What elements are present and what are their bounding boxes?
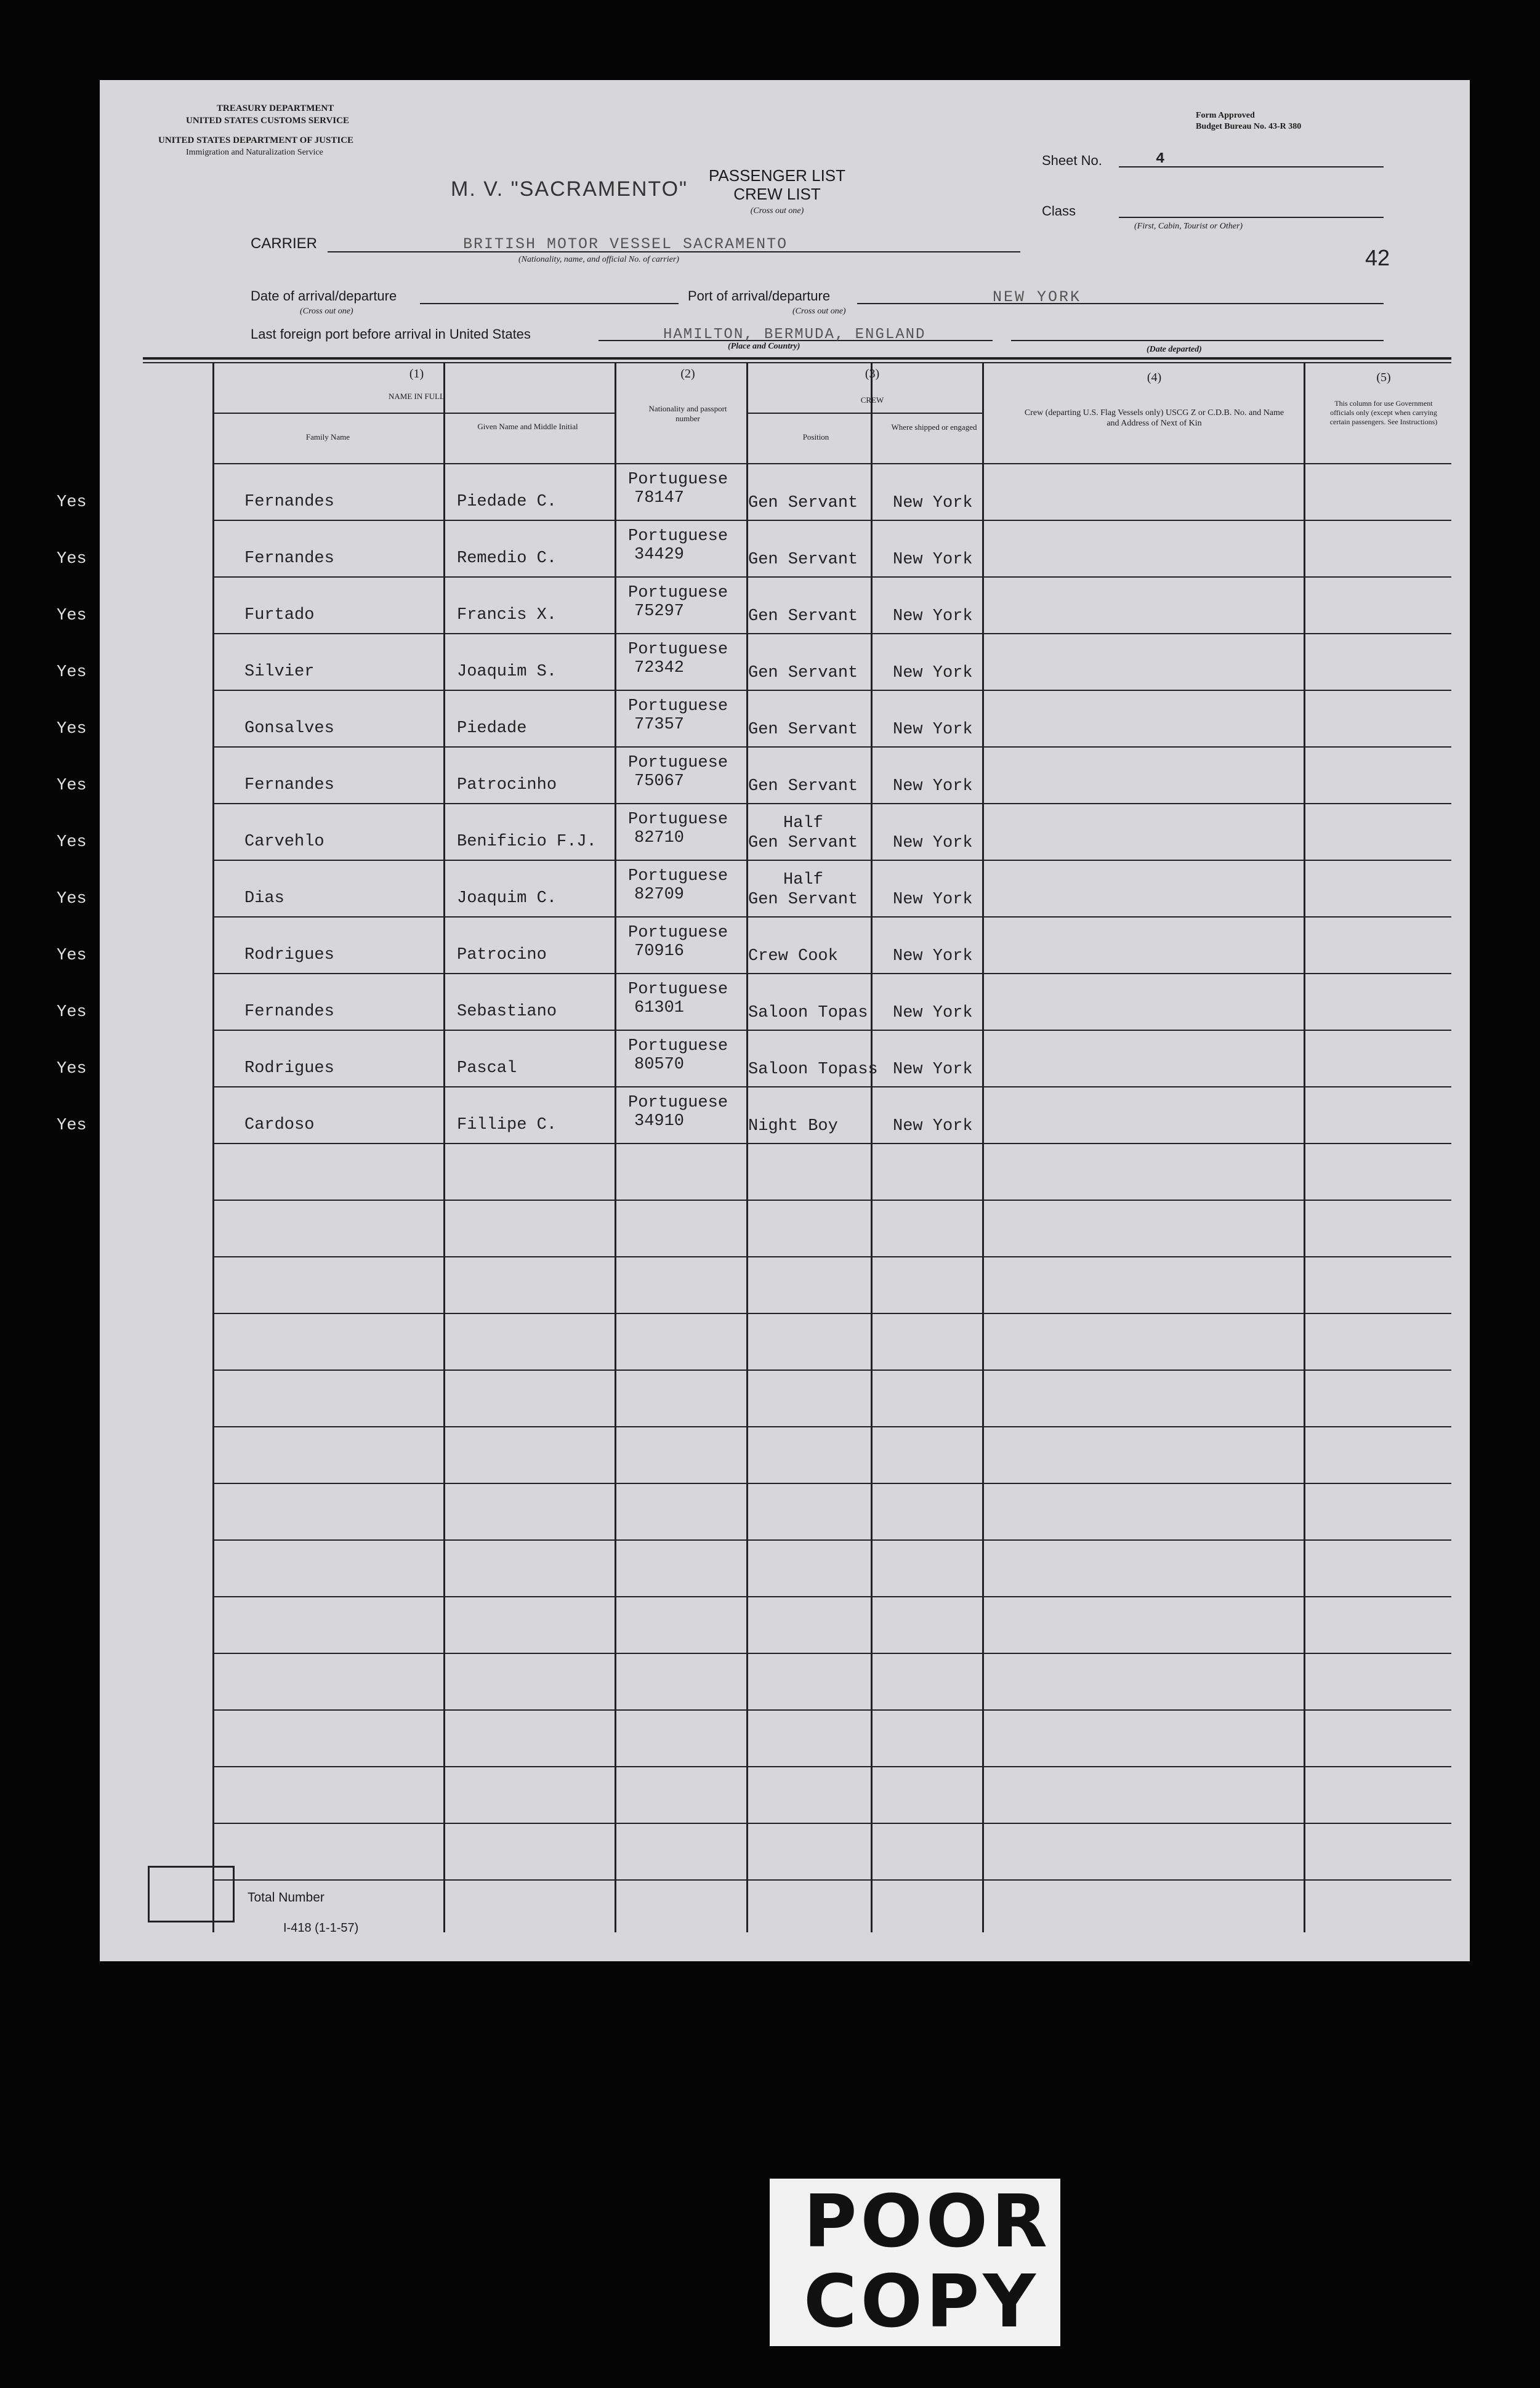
form-number: I-418 (1-1-57)	[283, 1921, 359, 1935]
position-cell: Gen Servant	[748, 664, 858, 682]
family-name-cell: Fernandes	[244, 776, 334, 794]
vessel-stamp: M. V. "SACRAMENTO"	[451, 177, 688, 201]
col1-number: (1)	[409, 367, 424, 381]
row-rule-23	[212, 1766, 1451, 1767]
col3-number: (3)	[865, 367, 880, 381]
row-rule-21	[212, 1653, 1451, 1654]
position-header: Position	[802, 432, 829, 442]
where-shipped-cell: New York	[893, 890, 973, 909]
position-prefix-cell: Half	[783, 871, 823, 889]
nationality-cell: Portuguese	[628, 697, 728, 716]
row-rule-17	[212, 1426, 1451, 1427]
column-rule-3	[746, 363, 748, 1932]
where-shipped-cell: New York	[893, 1004, 973, 1022]
position-cell: Crew Cook	[748, 947, 838, 966]
position-cell: Gen Servant	[748, 890, 858, 909]
nationality-cell: Portuguese	[628, 754, 728, 772]
date-line	[420, 303, 679, 304]
passport-cell: 75067	[634, 772, 685, 791]
row-rule-10	[212, 1030, 1451, 1031]
nationality-cell: Portuguese	[628, 470, 728, 489]
nationality-cell: Portuguese	[628, 810, 728, 829]
row-rule-4	[212, 690, 1451, 691]
list-title-1: PASSENGER LIST	[708, 166, 846, 185]
where-shipped-cell: New York	[893, 947, 973, 966]
last-port-label: Last foreign port before arrival in United States	[251, 326, 531, 342]
header-bottom-rule	[212, 463, 1304, 464]
col4-number: (4)	[1147, 371, 1162, 384]
header-bottom-rule-col5	[1304, 463, 1451, 464]
col5-title: This column for use Government officials only (except when carrying certain passengers. See Instructions)	[1329, 399, 1438, 426]
table-top-rule	[143, 357, 1451, 360]
page-number: 42	[1365, 245, 1390, 270]
port-line	[857, 303, 1384, 304]
given-name-cell: Fillipe C.	[457, 1116, 557, 1134]
row-mark: Yes	[57, 607, 87, 625]
position-cell: Gen Servant	[748, 720, 858, 739]
family-name-cell: Fernandes	[244, 493, 334, 511]
date-departed-caption: (Date departed)	[1147, 345, 1202, 354]
date-label: Date of arrival/departure	[251, 288, 397, 304]
row-rule-25	[212, 1879, 1451, 1881]
position-cell: Gen Servant	[748, 777, 858, 796]
where-shipped-cell: New York	[893, 1117, 973, 1136]
nationality-cell: Portuguese	[628, 584, 728, 602]
passport-cell: 34429	[634, 546, 685, 564]
col2-number: (2)	[680, 367, 695, 381]
total-number-box	[148, 1866, 235, 1922]
where-shipped-cell: New York	[893, 834, 973, 852]
family-name-cell: Fernandes	[244, 549, 334, 568]
given-name-cell: Piedade C.	[457, 493, 557, 511]
family-name-cell: Silvier	[244, 663, 315, 681]
where-shipped-header: Where shipped or engaged	[891, 422, 977, 432]
dept-line-3: UNITED STATES DEPARTMENT OF JUSTICE	[158, 135, 354, 145]
row-mark: Yes	[57, 493, 87, 512]
passport-cell: 75297	[634, 602, 685, 621]
stamp-line-1: POOR	[804, 2179, 1051, 2264]
poor-copy-stamp	[770, 2179, 1060, 2346]
where-shipped-cell: New York	[893, 720, 973, 739]
row-rule-2	[212, 576, 1451, 578]
row-rule-9	[212, 973, 1451, 974]
col5-number: (5)	[1376, 371, 1391, 384]
row-mark: Yes	[57, 720, 87, 738]
total-number-label: Total Number	[248, 1890, 325, 1905]
form-approved-1: Form Approved	[1196, 111, 1255, 120]
given-name-cell: Patrocino	[457, 946, 547, 964]
col2-title: Nationality and passport number	[648, 404, 727, 423]
column-rule-0	[212, 363, 214, 1932]
col4-title: Crew (departing U.S. Flag Vessels only) USCG Z or C.D.B. No. and Name and Address of Next of Kin	[1024, 408, 1284, 428]
where-shipped-cell: New York	[893, 777, 973, 796]
port-value: NEW YORK	[993, 288, 1082, 306]
dept-line-4: Immigration and Naturalization Service	[186, 148, 323, 157]
position-prefix-cell: Half	[783, 814, 823, 833]
given-name-cell: Pascal	[457, 1059, 517, 1078]
family-name-cell: Cardoso	[244, 1116, 315, 1134]
position-cell: Gen Servant	[748, 607, 858, 626]
carrier-caption: (Nationality, name, and official No. of carrier)	[518, 255, 679, 264]
row-rule-11	[212, 1086, 1451, 1087]
column-rule-2	[615, 363, 616, 1932]
port-caption: (Cross out one)	[792, 307, 846, 316]
row-rule-15	[212, 1313, 1451, 1314]
where-shipped-cell: New York	[893, 607, 973, 626]
where-shipped-cell: New York	[893, 494, 973, 512]
row-rule-16	[212, 1369, 1451, 1371]
dept-line-2: UNITED STATES CUSTOMS SERVICE	[186, 116, 349, 126]
passport-cell: 78147	[634, 489, 685, 507]
family-name-cell: Furtado	[244, 606, 315, 624]
row-rule-12	[212, 1143, 1451, 1144]
list-title-caption: (Cross out one)	[750, 206, 804, 216]
carrier-label: CARRIER	[251, 235, 318, 252]
position-cell: Saloon Topas	[748, 1004, 868, 1022]
row-rule-18	[212, 1483, 1451, 1484]
row-rule-13	[212, 1200, 1451, 1201]
family-name-cell: Rodrigues	[244, 1059, 334, 1078]
given-name-cell: Joaquim C.	[457, 889, 557, 908]
row-rule-8	[212, 916, 1451, 918]
last-port-value: HAMILTON, BERMUDA, ENGLAND	[663, 326, 926, 343]
nationality-cell: Portuguese	[628, 867, 728, 885]
stamp-line-2: COPY	[804, 2259, 1039, 2344]
passport-cell: 77357	[634, 716, 685, 734]
row-mark: Yes	[57, 1116, 87, 1135]
nationality-cell: Portuguese	[628, 640, 728, 659]
subheader-rule-crew	[746, 413, 982, 414]
given-name-cell: Remedio C.	[457, 549, 557, 568]
given-name-cell: Sebastiano	[457, 1002, 557, 1021]
class-line	[1119, 217, 1384, 218]
row-mark: Yes	[57, 1003, 87, 1022]
row-mark: Yes	[57, 890, 87, 908]
row-rule-7	[212, 860, 1451, 861]
nationality-cell: Portuguese	[628, 1037, 728, 1055]
row-rule-5	[212, 746, 1451, 748]
where-shipped-cell: New York	[893, 664, 973, 682]
row-rule-24	[212, 1823, 1451, 1824]
given-name-cell: Patrocinho	[457, 776, 557, 794]
family-name-cell: Gonsalves	[244, 719, 334, 738]
place-caption: (Place and Country)	[728, 342, 800, 351]
passport-cell: 80570	[634, 1055, 685, 1074]
row-rule-19	[212, 1539, 1451, 1541]
passport-cell: 82709	[634, 885, 685, 904]
nationality-cell: Portuguese	[628, 924, 728, 942]
family-name-header: Family Name	[305, 432, 350, 442]
position-cell: Gen Servant	[748, 551, 858, 569]
row-mark: Yes	[57, 946, 87, 965]
list-title-2: CREW LIST	[733, 185, 821, 203]
where-shipped-cell: New York	[893, 1060, 973, 1079]
nationality-cell: Portuguese	[628, 1094, 728, 1112]
nationality-cell: Portuguese	[628, 980, 728, 999]
family-name-cell: Carvehlo	[244, 833, 325, 851]
row-rule-22	[212, 1709, 1451, 1711]
subheader-rule-name	[212, 413, 615, 414]
row-rule-1	[212, 520, 1451, 521]
row-mark: Yes	[57, 550, 87, 568]
position-cell: Gen Servant	[748, 834, 858, 852]
given-name-cell: Piedade	[457, 719, 527, 738]
family-name-cell: Dias	[244, 889, 284, 908]
passport-cell: 82710	[634, 829, 685, 847]
manifest-sheet	[57, 80, 1470, 1961]
given-name-cell: Francis X.	[457, 606, 557, 624]
passport-cell: 61301	[634, 999, 685, 1017]
class-label: Class	[1042, 203, 1076, 219]
date-departed-line	[1011, 340, 1384, 341]
dept-line-1: TREASURY DEPARTMENT	[217, 103, 334, 113]
col1-title: NAME IN FULL	[389, 392, 445, 401]
nationality-cell: Portuguese	[628, 527, 728, 546]
sheet-label: Sheet No.	[1042, 153, 1102, 168]
where-shipped-cell: New York	[893, 551, 973, 569]
row-rule-6	[212, 803, 1451, 804]
position-cell: Gen Servant	[748, 494, 858, 512]
column-rule-6	[1304, 363, 1305, 1932]
column-rule-1	[443, 363, 445, 1932]
column-rule-5	[982, 363, 984, 1932]
given-name-cell: Joaquim S.	[457, 663, 557, 681]
passport-cell: 34910	[634, 1112, 685, 1131]
sheet-value: 4	[1156, 151, 1165, 167]
passport-cell: 70916	[634, 942, 685, 961]
row-mark: Yes	[57, 777, 87, 795]
col3-title: CREW	[860, 395, 884, 405]
carrier-value: BRITISH MOTOR VESSEL SACRAMENTO	[463, 235, 788, 253]
row-rule-3	[212, 633, 1451, 634]
form-approved-2: Budget Bureau No. 43-R 380	[1196, 122, 1302, 131]
position-cell: Night Boy	[748, 1117, 838, 1136]
row-rule-14	[212, 1256, 1451, 1257]
family-name-cell: Fernandes	[244, 1002, 334, 1021]
row-mark: Yes	[57, 1060, 87, 1078]
passport-cell: 72342	[634, 659, 685, 677]
column-rule-4	[871, 363, 873, 1932]
row-mark: Yes	[57, 663, 87, 682]
position-cell: Saloon Topass	[748, 1060, 878, 1079]
family-name-cell: Rodrigues	[244, 946, 334, 964]
date-caption: (Cross out one)	[300, 307, 353, 316]
given-name-cell: Benificio F.J.	[457, 833, 597, 851]
row-rule-20	[212, 1596, 1451, 1597]
table-top-rule-2	[143, 362, 1451, 363]
class-caption: (First, Cabin, Tourist or Other)	[1134, 222, 1243, 231]
given-name-header: Given Name and Middle Initial	[477, 422, 578, 431]
port-label: Port of arrival/departure	[688, 288, 831, 304]
row-mark: Yes	[57, 833, 87, 852]
